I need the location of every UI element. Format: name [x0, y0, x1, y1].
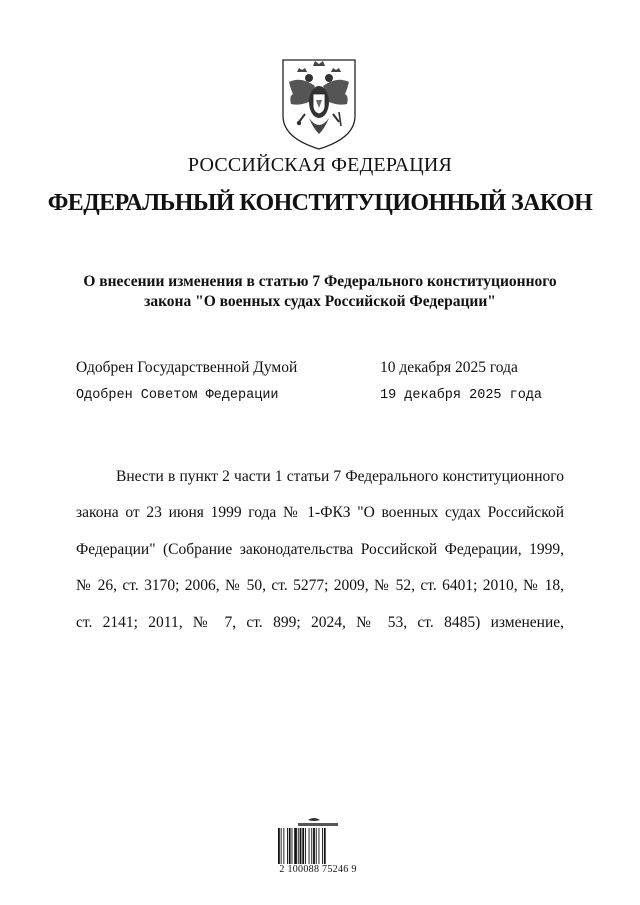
body-line: № 26, ст. 3170; 2006, № 50, ст. 5277; 2009, № 52, ст. 6401; 2010, № 18,: [76, 577, 564, 595]
country-name: РОССИЙСКАЯ ФЕДЕРАЦИЯ: [187, 154, 453, 176]
body-line: Федерации" (Собрание законодательства Российской Федерации, 1999,: [76, 540, 564, 558]
approval-duma-label: Одобрен Государственной Думой: [76, 359, 298, 376]
approval-duma-date: 10 декабря 2025 года: [380, 359, 518, 376]
barcode-number: 2 100088 75246 9: [279, 864, 357, 875]
law-type-heading: ФЕДЕРАЛЬНЫЙ КОНСТИТУЦИОННЫЙ ЗАКОН: [47, 190, 593, 216]
law-title-line: О внесении изменения в статью 7 Федерального конституционного: [83, 273, 557, 290]
approval-council-label: Одобрен Советом Федерации: [76, 388, 279, 403]
barcode-icon: [268, 816, 368, 868]
body-line: закона от 23 июня 1999 года № 1-ФКЗ "О военных судах Российской: [76, 504, 564, 522]
coat-of-arms-icon: [279, 56, 359, 152]
law-title: [60, 272, 580, 312]
body-line: ст. 2141; 2011, № 7, ст. 899; 2024, № 53, ст. 8485) изменение,: [76, 613, 564, 631]
body-line: Внести в пункт 2 части 1 статьи 7 Федерального конституционного: [116, 468, 564, 485]
law-body-paragraph: [76, 459, 564, 641]
law-title-line: закона "О военных судах Российской Федерации": [144, 293, 496, 310]
approval-council-date: 19 декабря 2025 года: [380, 388, 543, 403]
